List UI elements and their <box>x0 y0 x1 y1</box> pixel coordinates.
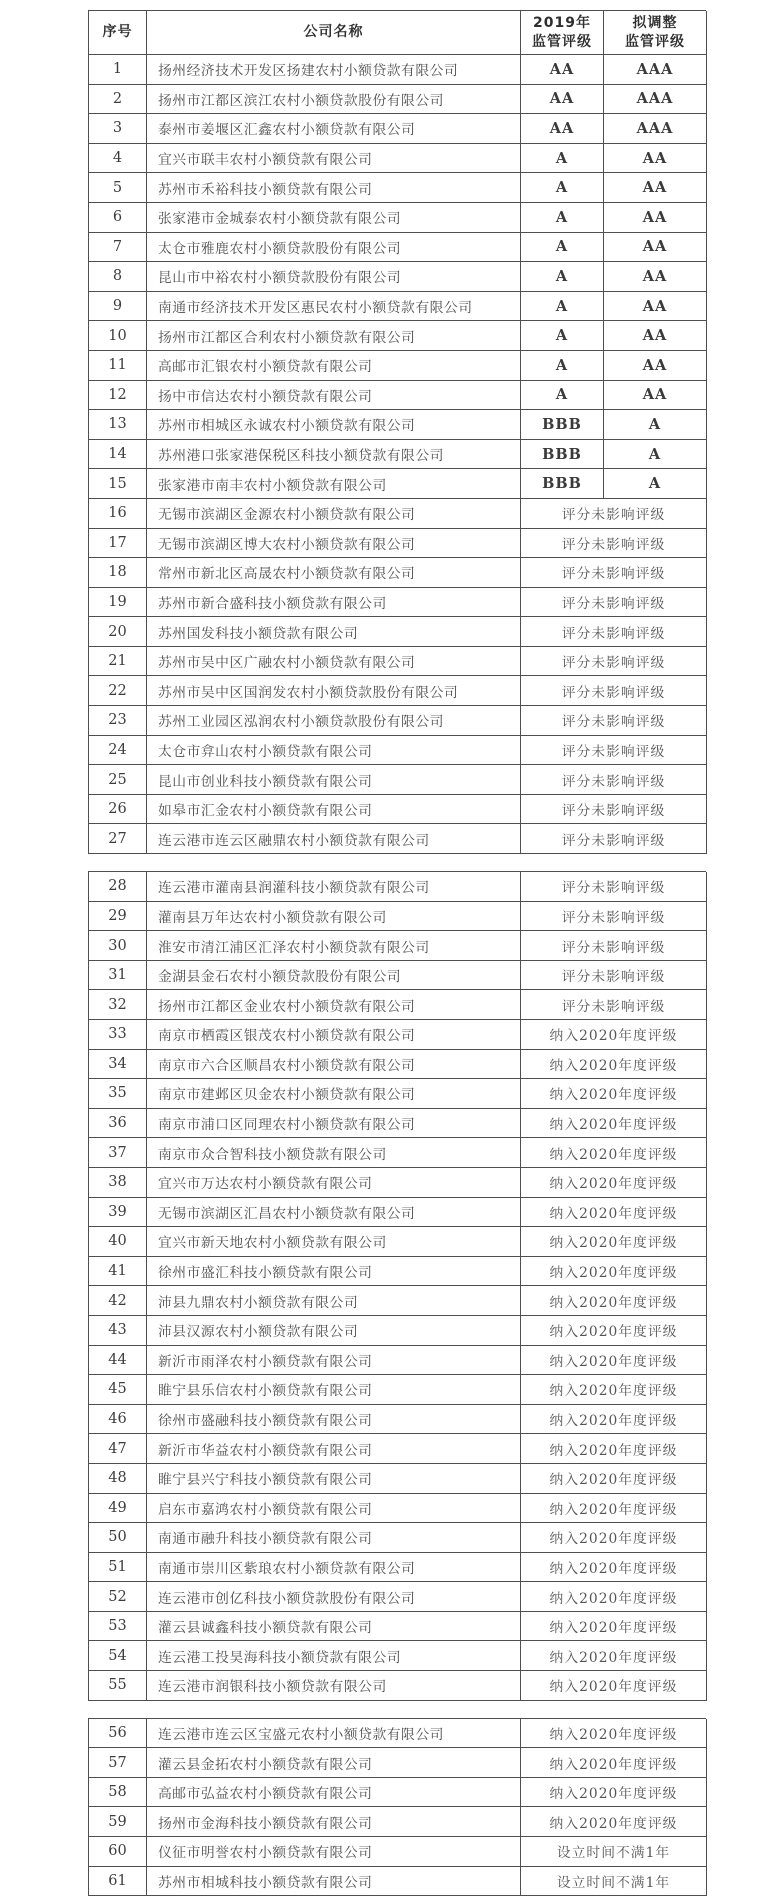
header-cell-adjusted-rating <box>604 11 707 55</box>
rating-2019-cell: A <box>521 381 604 411</box>
table-row <box>89 85 706 115</box>
row-number-cell: 48 <box>89 1464 147 1494</box>
rating-merged-cell: 纳入2020年度评级 <box>521 1020 707 1050</box>
company-name-cell: 新沂市华益农村小额贷款有限公司 <box>147 1434 521 1464</box>
company-name-cell: 南京市浦口区同理农村小额贷款有限公司 <box>147 1109 521 1139</box>
rating-merged-cell: 纳入2020年度评级 <box>521 1138 707 1168</box>
rating-merged-cell: 纳入2020年度评级 <box>521 1582 707 1612</box>
rating-adjusted-cell: AA <box>604 381 707 411</box>
table-segment-2 <box>88 871 706 1701</box>
table-rows-1-27 <box>89 55 706 854</box>
rating-2019-cell: A <box>521 292 604 322</box>
row-number-cell: 13 <box>89 410 147 440</box>
company-name-cell: 南京市众合智科技小额贷款有限公司 <box>147 1138 521 1168</box>
company-name-cell: 太仓市雅鹿农村小额贷款股份有限公司 <box>147 233 521 263</box>
rating-2019-cell: BBB <box>521 410 604 440</box>
company-name-cell: 苏州市新合盛科技小额贷款有限公司 <box>147 588 521 618</box>
company-name-cell: 扬州市江都区合利农村小额贷款有限公司 <box>147 321 521 351</box>
rating-merged-cell: 纳入2020年度评级 <box>521 1641 707 1671</box>
company-name-cell: 连云港市灌南县润灌科技小额贷款有限公司 <box>147 872 521 902</box>
rating-merged-cell: 纳入2020年度评级 <box>521 1286 707 1316</box>
company-name-cell: 昆山市中裕农村小额贷款股份有限公司 <box>147 262 521 292</box>
company-name-cell: 徐州市盛融科技小额贷款有限公司 <box>147 1405 521 1435</box>
table-row <box>89 1612 706 1642</box>
row-number-cell: 16 <box>89 499 147 529</box>
table-row <box>89 1464 706 1494</box>
row-number-cell: 5 <box>89 173 147 203</box>
company-name-cell: 连云港市连云区宝盛元农村小额贷款有限公司 <box>147 1719 521 1749</box>
rating-merged-cell: 评分未影响评级 <box>521 795 707 825</box>
company-name-cell: 无锡市滨湖区金源农村小额贷款有限公司 <box>147 499 521 529</box>
company-name-cell: 睢宁县乐信农村小额贷款有限公司 <box>147 1375 521 1405</box>
rating-adjusted-cell: A <box>604 440 707 470</box>
company-name-cell: 苏州市吴中区广融农村小额贷款有限公司 <box>147 647 521 677</box>
table-row <box>89 1494 706 1524</box>
rating-2019-cell: A <box>521 262 604 292</box>
company-name-cell: 连云港市润银科技小额贷款有限公司 <box>147 1671 521 1701</box>
row-number-cell: 33 <box>89 1020 147 1050</box>
row-number-cell: 7 <box>89 233 147 263</box>
rating-merged-cell: 评分未影响评级 <box>521 872 707 902</box>
table-row <box>89 1807 706 1837</box>
rating-table <box>88 10 706 1896</box>
table-row <box>89 381 706 411</box>
rating-merged-cell: 设立时间不满1年 <box>521 1837 707 1867</box>
company-name-cell: 苏州市吴中区国润发农村小额贷款股份有限公司 <box>147 676 521 706</box>
company-name-cell: 苏州市相城科技小额贷款有限公司 <box>147 1867 521 1897</box>
row-number-cell: 50 <box>89 1523 147 1553</box>
row-number-cell: 58 <box>89 1778 147 1808</box>
rating-merged-cell: 纳入2020年度评级 <box>521 1807 707 1837</box>
row-number-cell: 26 <box>89 795 147 825</box>
rating-merged-cell: 评分未影响评级 <box>521 617 707 647</box>
table-row <box>89 1286 706 1316</box>
row-number-cell: 10 <box>89 321 147 351</box>
rating-merged-cell: 纳入2020年度评级 <box>521 1494 707 1524</box>
row-number-cell: 17 <box>89 529 147 559</box>
table-row <box>89 558 706 588</box>
rating-merged-cell: 纳入2020年度评级 <box>521 1316 707 1346</box>
table-row <box>89 1138 706 1168</box>
company-name-cell: 连云港市创亿科技小额贷款股份有限公司 <box>147 1582 521 1612</box>
rating-merged-cell: 评分未影响评级 <box>521 931 707 961</box>
row-number-cell: 55 <box>89 1671 147 1701</box>
row-number-cell: 45 <box>89 1375 147 1405</box>
table-row <box>89 1719 706 1749</box>
row-number-cell: 44 <box>89 1346 147 1376</box>
rating-merged-cell: 评分未影响评级 <box>521 558 707 588</box>
table-row <box>89 872 706 902</box>
rating-2019-cell: AA <box>521 85 604 115</box>
table-row <box>89 1434 706 1464</box>
row-number-cell: 59 <box>89 1807 147 1837</box>
row-number-cell: 9 <box>89 292 147 322</box>
row-number-cell: 51 <box>89 1553 147 1583</box>
rating-merged-cell: 评分未影响评级 <box>521 765 707 795</box>
table-row <box>89 440 706 470</box>
row-number-cell: 30 <box>89 931 147 961</box>
row-number-cell: 31 <box>89 961 147 991</box>
company-name-cell: 高邮市弘益农村小额贷款有限公司 <box>147 1778 521 1808</box>
company-name-cell: 金湖县金石农村小额贷款股份有限公司 <box>147 961 521 991</box>
row-number-cell: 8 <box>89 262 147 292</box>
table-row <box>89 1257 706 1287</box>
row-number-cell: 19 <box>89 588 147 618</box>
row-number-cell: 24 <box>89 736 147 766</box>
table-row <box>89 203 706 233</box>
company-name-cell: 扬州市江都区金业农村小额贷款有限公司 <box>147 990 521 1020</box>
company-name-cell: 高邮市汇银农村小额贷款有限公司 <box>147 351 521 381</box>
rating-2019-cell: AA <box>521 55 604 85</box>
table-row <box>89 114 706 144</box>
table-row <box>89 1020 706 1050</box>
company-name-cell: 苏州国发科技小额贷款有限公司 <box>147 617 521 647</box>
table-row <box>89 1375 706 1405</box>
row-number-cell: 32 <box>89 990 147 1020</box>
company-name-cell: 苏州港口张家港保税区科技小额贷款有限公司 <box>147 440 521 470</box>
rating-adjusted-cell: A <box>604 410 707 440</box>
table-row <box>89 233 706 263</box>
rating-adjusted-cell: AA <box>604 292 707 322</box>
company-name-cell: 沛县汉源农村小额贷款有限公司 <box>147 1316 521 1346</box>
row-number-cell: 57 <box>89 1748 147 1778</box>
company-name-cell: 灌云县金拓农村小额贷款有限公司 <box>147 1748 521 1778</box>
rating-adjusted-cell: AA <box>604 262 707 292</box>
table-row <box>89 1079 706 1109</box>
company-name-cell: 宜兴市万达农村小额贷款有限公司 <box>147 1168 521 1198</box>
header-2019-line2: 监管评级 <box>532 33 592 50</box>
header-cell-company <box>147 11 521 55</box>
company-name-cell: 宜兴市新天地农村小额贷款有限公司 <box>147 1227 521 1257</box>
row-number-cell: 15 <box>89 469 147 499</box>
rating-adjusted-cell: AA <box>604 203 707 233</box>
row-number-cell: 6 <box>89 203 147 233</box>
row-number-cell: 37 <box>89 1138 147 1168</box>
row-number-cell: 54 <box>89 1641 147 1671</box>
table-row <box>89 1837 706 1867</box>
row-number-cell: 4 <box>89 144 147 174</box>
row-number-cell: 36 <box>89 1109 147 1139</box>
rating-merged-cell: 纳入2020年度评级 <box>521 1671 707 1701</box>
table-row <box>89 1405 706 1435</box>
row-number-cell: 52 <box>89 1582 147 1612</box>
row-number-cell: 29 <box>89 902 147 932</box>
company-name-cell: 淮安市清江浦区汇泽农村小额贷款有限公司 <box>147 931 521 961</box>
company-name-cell: 新沂市雨泽农村小额贷款有限公司 <box>147 1346 521 1376</box>
rating-2019-cell: A <box>521 203 604 233</box>
rating-merged-cell: 纳入2020年度评级 <box>521 1405 707 1435</box>
rating-2019-cell: BBB <box>521 469 604 499</box>
rating-merged-cell: 评分未影响评级 <box>521 902 707 932</box>
row-number-cell: 12 <box>89 381 147 411</box>
rating-merged-cell: 纳入2020年度评级 <box>521 1719 707 1749</box>
company-name-cell: 扬州市江都区滨江农村小额贷款股份有限公司 <box>147 85 521 115</box>
rating-merged-cell: 纳入2020年度评级 <box>521 1168 707 1198</box>
rating-adjusted-cell: AA <box>604 144 707 174</box>
table-row <box>89 1778 706 1808</box>
header-company-label: 公司名称 <box>303 24 364 41</box>
company-name-cell: 连云港市连云区融鼎农村小额贷款有限公司 <box>147 824 521 854</box>
rating-merged-cell: 纳入2020年度评级 <box>521 1553 707 1583</box>
table-row <box>89 1227 706 1257</box>
company-name-cell: 扬州经济技术开发区扬建农村小额贷款有限公司 <box>147 55 521 85</box>
rating-merged-cell: 纳入2020年度评级 <box>521 1050 707 1080</box>
rating-2019-cell: A <box>521 321 604 351</box>
company-name-cell: 扬州市金海科技小额贷款有限公司 <box>147 1807 521 1837</box>
rating-merged-cell: 评分未影响评级 <box>521 990 707 1020</box>
rating-adjusted-cell: AAA <box>604 114 707 144</box>
table-row <box>89 262 706 292</box>
row-number-cell: 25 <box>89 765 147 795</box>
table-header-row <box>89 11 706 55</box>
row-number-cell: 40 <box>89 1227 147 1257</box>
table-row <box>89 1168 706 1198</box>
rating-merged-cell: 评分未影响评级 <box>521 647 707 677</box>
rating-adjusted-cell: AA <box>604 233 707 263</box>
table-row <box>89 469 706 499</box>
header-2019-line1: 2019年 <box>533 14 591 31</box>
header-no-label: 序号 <box>102 24 133 41</box>
company-name-cell: 仪征市明誉农村小额贷款有限公司 <box>147 1837 521 1867</box>
company-name-cell: 连云港工投昊海科技小额贷款有限公司 <box>147 1641 521 1671</box>
row-number-cell: 41 <box>89 1257 147 1287</box>
rating-merged-cell: 评分未影响评级 <box>521 499 707 529</box>
table-segment-1 <box>88 10 706 854</box>
company-name-cell: 张家港市金城泰农村小额贷款有限公司 <box>147 203 521 233</box>
company-name-cell: 常州市新北区高晟农村小额贷款有限公司 <box>147 558 521 588</box>
rating-merged-cell: 纳入2020年度评级 <box>521 1748 707 1778</box>
header-cell-2019-rating <box>521 11 604 55</box>
row-number-cell: 39 <box>89 1198 147 1228</box>
company-name-cell: 南通市崇川区紫琅农村小额贷款有限公司 <box>147 1553 521 1583</box>
table-row <box>89 1109 706 1139</box>
rating-merged-cell: 评分未影响评级 <box>521 588 707 618</box>
company-name-cell: 如皋市汇金农村小额贷款有限公司 <box>147 795 521 825</box>
row-number-cell: 38 <box>89 1168 147 1198</box>
row-number-cell: 42 <box>89 1286 147 1316</box>
row-number-cell: 20 <box>89 617 147 647</box>
table-row <box>89 931 706 961</box>
rating-merged-cell: 纳入2020年度评级 <box>521 1346 707 1376</box>
row-number-cell: 60 <box>89 1837 147 1867</box>
table-row <box>89 1748 706 1778</box>
table-row <box>89 902 706 932</box>
table-row <box>89 1316 706 1346</box>
company-name-cell: 南京市栖霞区银茂农村小额贷款有限公司 <box>147 1020 521 1050</box>
rating-adjusted-cell: AAA <box>604 55 707 85</box>
rating-merged-cell: 纳入2020年度评级 <box>521 1198 707 1228</box>
table-row <box>89 144 706 174</box>
table-row <box>89 292 706 322</box>
header-adjust-line2: 监管评级 <box>625 33 685 50</box>
row-number-cell: 22 <box>89 676 147 706</box>
table-rows-56-61 <box>89 1719 706 1897</box>
rating-merged-cell: 纳入2020年度评级 <box>521 1523 707 1553</box>
company-name-cell: 苏州工业园区泓润农村小额贷款股份有限公司 <box>147 706 521 736</box>
header-cell-no <box>89 11 147 55</box>
rating-merged-cell: 评分未影响评级 <box>521 676 707 706</box>
company-name-cell: 无锡市滨湖区博大农村小额贷款有限公司 <box>147 529 521 559</box>
rating-adjusted-cell: A <box>604 469 707 499</box>
rating-adjusted-cell: AAA <box>604 85 707 115</box>
rating-merged-cell: 纳入2020年度评级 <box>521 1434 707 1464</box>
rating-2019-cell: AA <box>521 114 604 144</box>
row-number-cell: 34 <box>89 1050 147 1080</box>
table-row <box>89 351 706 381</box>
row-number-cell: 27 <box>89 824 147 854</box>
table-row <box>89 1198 706 1228</box>
header-adjust-line1: 拟调整 <box>632 14 678 31</box>
table-row <box>89 1867 706 1897</box>
company-name-cell: 睢宁县兴宁科技小额贷款有限公司 <box>147 1464 521 1494</box>
rating-merged-cell: 纳入2020年度评级 <box>521 1257 707 1287</box>
table-row <box>89 736 706 766</box>
table-row <box>89 706 706 736</box>
table-row <box>89 1582 706 1612</box>
rating-2019-cell: A <box>521 144 604 174</box>
rating-merged-cell: 纳入2020年度评级 <box>521 1464 707 1494</box>
company-name-cell: 无锡市滨湖区汇昌农村小额贷款有限公司 <box>147 1198 521 1228</box>
table-segment-3 <box>88 1718 706 1897</box>
row-number-cell: 3 <box>89 114 147 144</box>
table-row <box>89 55 706 85</box>
row-number-cell: 43 <box>89 1316 147 1346</box>
rating-2019-cell: A <box>521 233 604 263</box>
row-number-cell: 28 <box>89 872 147 902</box>
table-row <box>89 617 706 647</box>
rating-merged-cell: 评分未影响评级 <box>521 529 707 559</box>
rating-adjusted-cell: AA <box>604 321 707 351</box>
company-name-cell: 宜兴市联丰农村小额贷款有限公司 <box>147 144 521 174</box>
table-row <box>89 499 706 529</box>
rating-2019-cell: A <box>521 351 604 381</box>
rating-merged-cell: 评分未影响评级 <box>521 706 707 736</box>
rating-adjusted-cell: AA <box>604 351 707 381</box>
rating-merged-cell: 设立时间不满1年 <box>521 1867 707 1897</box>
table-rows-28-55 <box>89 872 706 1701</box>
rating-merged-cell: 纳入2020年度评级 <box>521 1778 707 1808</box>
table-row <box>89 765 706 795</box>
company-name-cell: 张家港市南丰农村小额贷款有限公司 <box>147 469 521 499</box>
table-row <box>89 676 706 706</box>
row-number-cell: 53 <box>89 1612 147 1642</box>
table-row <box>89 410 706 440</box>
row-number-cell: 2 <box>89 85 147 115</box>
table-row <box>89 1641 706 1671</box>
table-row <box>89 1671 706 1701</box>
row-number-cell: 1 <box>89 55 147 85</box>
row-number-cell: 35 <box>89 1079 147 1109</box>
company-name-cell: 太仓市弇山农村小额贷款有限公司 <box>147 736 521 766</box>
row-number-cell: 18 <box>89 558 147 588</box>
table-row <box>89 529 706 559</box>
table-row <box>89 795 706 825</box>
table-row <box>89 990 706 1020</box>
rating-merged-cell: 评分未影响评级 <box>521 824 707 854</box>
company-name-cell: 徐州市盛汇科技小额贷款有限公司 <box>147 1257 521 1287</box>
company-name-cell: 苏州市相城区永诚农村小额贷款有限公司 <box>147 410 521 440</box>
table-row <box>89 647 706 677</box>
table-row <box>89 961 706 991</box>
row-number-cell: 47 <box>89 1434 147 1464</box>
row-number-cell: 21 <box>89 647 147 677</box>
company-name-cell: 南通市融升科技小额贷款有限公司 <box>147 1523 521 1553</box>
table-row <box>89 1553 706 1583</box>
rating-merged-cell: 评分未影响评级 <box>521 736 707 766</box>
row-number-cell: 23 <box>89 706 147 736</box>
company-name-cell: 灌云县诚鑫科技小额贷款有限公司 <box>147 1612 521 1642</box>
rating-merged-cell: 纳入2020年度评级 <box>521 1079 707 1109</box>
company-name-cell: 苏州市禾裕科技小额贷款有限公司 <box>147 173 521 203</box>
table-row <box>89 824 706 854</box>
rating-merged-cell: 纳入2020年度评级 <box>521 1612 707 1642</box>
row-number-cell: 61 <box>89 1867 147 1897</box>
table-row <box>89 1346 706 1376</box>
table-row <box>89 588 706 618</box>
rating-merged-cell: 纳入2020年度评级 <box>521 1109 707 1139</box>
company-name-cell: 南京市六合区顺昌农村小额贷款有限公司 <box>147 1050 521 1080</box>
rating-merged-cell: 评分未影响评级 <box>521 961 707 991</box>
row-number-cell: 49 <box>89 1494 147 1524</box>
row-number-cell: 14 <box>89 440 147 470</box>
rating-2019-cell: A <box>521 173 604 203</box>
company-name-cell: 泰州市姜堰区汇鑫农村小额贷款有限公司 <box>147 114 521 144</box>
rating-merged-cell: 纳入2020年度评级 <box>521 1227 707 1257</box>
company-name-cell: 灌南县万年达农村小额贷款有限公司 <box>147 902 521 932</box>
company-name-cell: 南通市经济技术开发区惠民农村小额贷款有限公司 <box>147 292 521 322</box>
company-name-cell: 昆山市创业科技小额贷款有限公司 <box>147 765 521 795</box>
rating-merged-cell: 纳入2020年度评级 <box>521 1375 707 1405</box>
rating-2019-cell: BBB <box>521 440 604 470</box>
company-name-cell: 启东市嘉鸿农村小额贷款有限公司 <box>147 1494 521 1524</box>
company-name-cell: 南京市建邺区贝金农村小额贷款有限公司 <box>147 1079 521 1109</box>
table-row <box>89 173 706 203</box>
rating-adjusted-cell: AA <box>604 173 707 203</box>
table-row <box>89 1523 706 1553</box>
table-row <box>89 321 706 351</box>
row-number-cell: 11 <box>89 351 147 381</box>
company-name-cell: 扬中市信达农村小额贷款有限公司 <box>147 381 521 411</box>
table-row <box>89 1050 706 1080</box>
company-name-cell: 沛县九鼎农村小额贷款有限公司 <box>147 1286 521 1316</box>
row-number-cell: 56 <box>89 1719 147 1749</box>
row-number-cell: 46 <box>89 1405 147 1435</box>
